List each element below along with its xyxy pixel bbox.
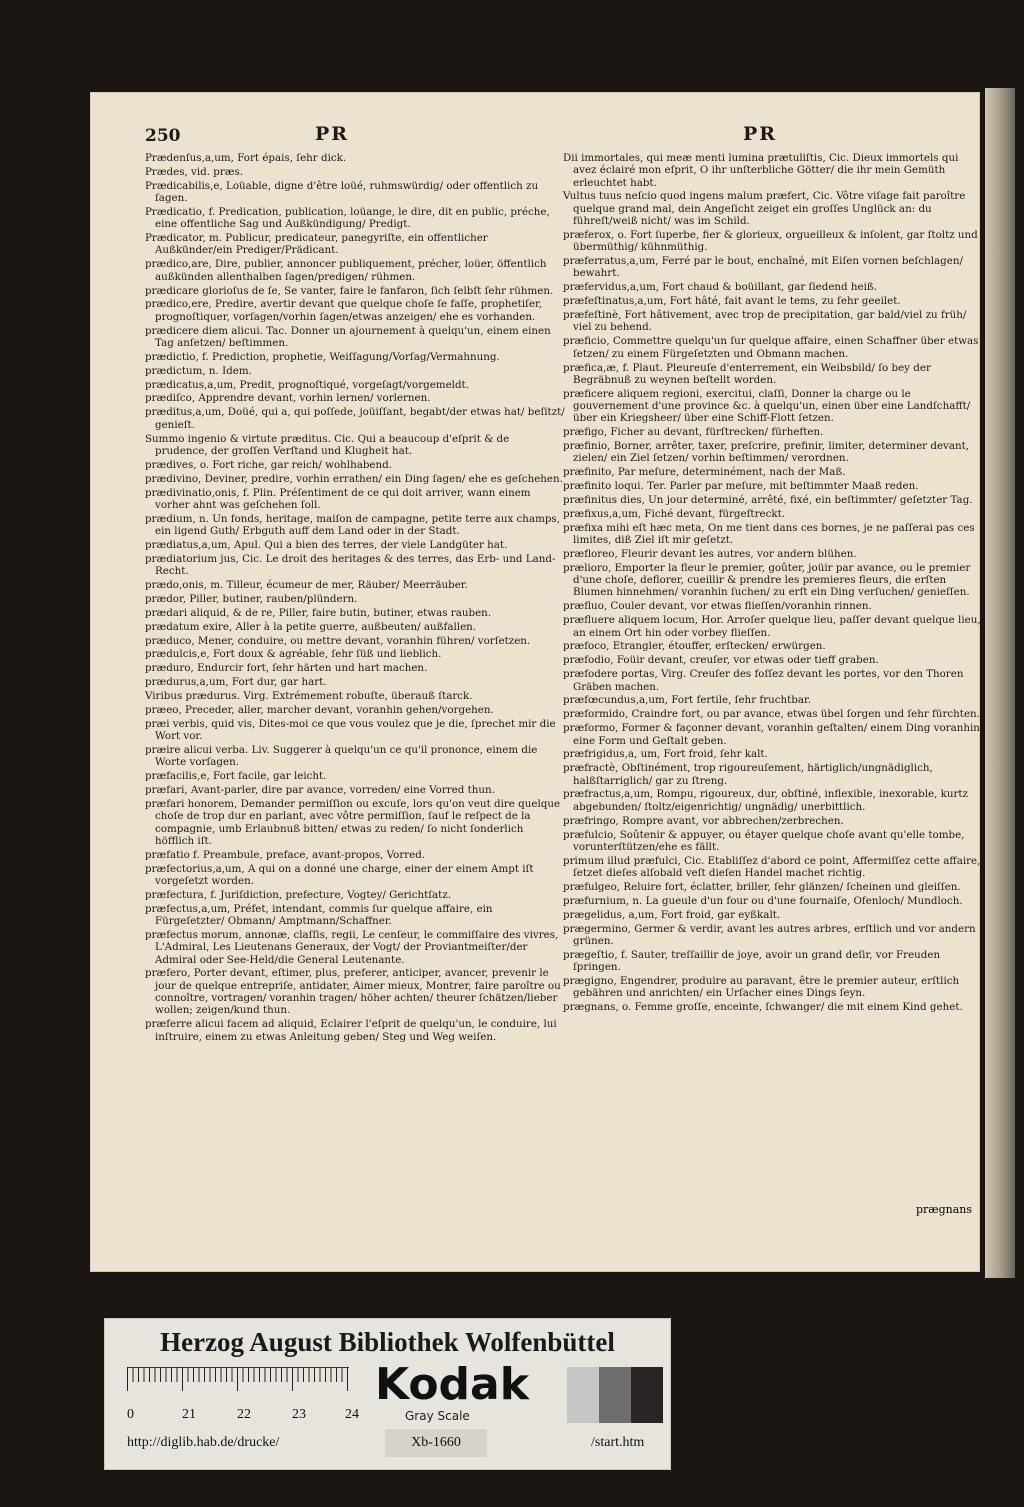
running-head-right: PR bbox=[743, 123, 778, 145]
dictionary-entry: prædicere diem alicui. Tac. Donner un ajournement à quelqu'un, einem einen Tag anſetzen/ beſtimmen. bbox=[145, 324, 551, 349]
dictionary-entry: Summo ingenio & virtute præditus. Cic. Qui a beaucoup d'eſprit & de prudence, der groſſen Verſtand und Klugheit hat. bbox=[145, 432, 510, 457]
dictionary-entry: præfeſtinè, Fort hâtivement, avec trop de precipitation, gar bald/viel zu früh/ viel zu behend. bbox=[563, 309, 967, 334]
dictionary-entry: Prædicatio, f. Predication, publication, loüange, le dire, dit en public, préche, eine offentliche Sag und Außkündigung/ Predigt. bbox=[145, 205, 550, 231]
dictionary-entry: præfurnium, n. La gueule d'un four ou d'une fournaiſe, Ofenloch/ Mundloch. bbox=[563, 894, 963, 907]
ruler-number: 21 bbox=[182, 1407, 196, 1422]
dictionary-entry: præfinito loqui. Ter. Parler par meſure, mit beſtimmter Maaß reden. bbox=[563, 480, 919, 493]
dictionary-entry: prædicatus,a,um, Predit, prognoſtiqué, vorgeſagt/vorgemeldt. bbox=[145, 378, 469, 391]
gray-patch-light bbox=[567, 1367, 599, 1423]
library-title: Herzog August Bibliothek Wolfenbüttel bbox=[160, 1327, 615, 1357]
dictionary-entry: præduco, Mener, conduire, ou mettre devant, voranhin führen/ vorſetzen. bbox=[145, 634, 531, 647]
dictionary-entry: prægelidus, a,um, Fort froid, gar eyßkalt. bbox=[563, 908, 781, 921]
dictionary-entry: præficio, Commettre quelqu'un ſur quelque affaire, einen Schaffner über etwas ſetzen/ zu einem Fürgeſetzten und Obmann machen. bbox=[563, 335, 979, 360]
right-entries bbox=[563, 152, 983, 1015]
dictionary-entry: præfixa mihi eſt hæc meta, On me tient dans ces bornes, je ne paſſerai pas ces limites, diß Ziel iſt mir geſetzt. bbox=[563, 521, 975, 547]
dictionary-entry: primum illud præfulci, Cic. Etabliſſez d'abord ce point, Affermiſſez cette affaire, ſetzet dieſes alſobald veſt dieſen Handel machet richtig. bbox=[563, 854, 981, 880]
dictionary-entry: præfulgeo, Reluire fort, éclatter, briller, ſehr glänzen/ ſcheinen und gleiſſen. bbox=[563, 880, 961, 893]
dictionary-entry: præfero, Porter devant, eſtimer, plus, preferer, anticiper, avancer, prevenir le jour de quelque entrepriſe, antidater, Aimer mieux, Montrer, faire paroître ou connoître, vortragen/ voranhin tragen/ höher achten/ theurer ſchätzen/lieber wollen; zeigen/kund thun. bbox=[145, 967, 561, 1017]
dictionary-entry: præfinitus dies, Un jour determiné, arrêté, fixé, ein beſtimmter/ geſetzter Tag. bbox=[563, 494, 973, 507]
dictionary-entry: Vultus tuus neſcio quod ingens malum præfert, Cic. Vôtre viſage fait paroître quelque grand mal, dein Angeſicht zeiget ein groſſes Unglück an: du führeſt/weiß nicht/ was im Schild. bbox=[563, 190, 966, 228]
dictionary-entry: prædicare glorioſus de ſe, Se vanter, faire le fanfaron, ſich ſelbſt ſehr rühmen. bbox=[145, 284, 554, 297]
gray-scale-label: Gray Scale bbox=[405, 1409, 470, 1423]
dictionary-entry: præfrigidus,a, um, Fort froid, ſehr kalt. bbox=[563, 748, 768, 761]
dictionary-entry: præfloreo, Fleurir devant les autres, vor andern blühen. bbox=[563, 548, 857, 560]
dictionary-entry: prædurus,a,um, Fort dur, gar hart. bbox=[145, 676, 327, 689]
dictionary-entry: prædor, Piller, butiner, rauben/plündern. bbox=[145, 592, 358, 605]
dictionary-entry: præfica,æ, f. Plaut. Pleureuſe d'enterrement, ein Weibsbild/ ſo bey der Begräbnuß zu weynen beſtellt worden. bbox=[563, 361, 931, 386]
dictionary-entry: præfectus morum, annonæ, claſſis, regii, Le cenſeur, le commiſſaire des vivres, L'Admiral, Les Lieutenans Generaux, der Vogt/ der Proviantmeiſter/der Admiral oder See-Held/die General Leutenante. bbox=[145, 928, 559, 966]
dictionary-entry: præfacilis,e, Fort facile, gar leicht. bbox=[145, 770, 327, 783]
dictionary-entry: præire alicui verba. Liv. Suggerer à quelqu'un ce qu'il prononce, einem die Worte vorſagen. bbox=[145, 744, 538, 769]
dictionary-entry: præfari, Avant-parler, dire par avance, vorreden/ eine Vorred thun. bbox=[145, 784, 495, 797]
dictionary-entry: præfractus,a,um, Rompu, rigoureux, dur, obſtiné, inflexible, inexorable, kurtz abgebunden/ ſtoltz/eigenrichtig/ ungnädig/ unerbittlich. bbox=[563, 788, 968, 813]
dictionary-entry: præficere aliquem regioni, exercitui, claſſi, Donner la charge ou le gouvernement d'une province &c. à quelqu'un, einen über eine Landſchafft/ über ein Kriegsheer/ über eine Schiff-Flott ſetzen. bbox=[563, 387, 971, 425]
dictionary-entry: prædium, n. Un fonds, heritage, maiſon de campagne, petite terre aux champs, ein ligend Guth/ Erbguth auff dem Land oder in der Stadt. bbox=[145, 512, 560, 537]
dictionary-entry: Viribus prædurus. Virg. Extrémement robuſte, überauß ſtarck. bbox=[145, 690, 473, 703]
dictionary-entry: prægnans, o. Femme groſſe, enceinte, ſchwanger/ die mit einem Kind gehet. bbox=[563, 1001, 963, 1014]
dictionary-entry: præfatio f. Preambule, preface, avant-propos, Vorred. bbox=[145, 848, 426, 861]
dictionary-entry: præfigo, Ficher au devant, fürſtrecken/ fürheften. bbox=[563, 426, 824, 439]
dictionary-entry: prædivinatio,onis, f. Plin. Préſentiment de ce qui doit arriver, wann einem vorher ahnt was geſchehen ſoll. bbox=[145, 486, 531, 511]
dictionary-entry: prædiatorium jus, Cic. Le droit des heritages & des terres, das Erb- und Land-Recht. bbox=[145, 552, 556, 578]
running-head-left: PR bbox=[315, 123, 350, 145]
dictionary-entry: Prædenſus,a,um, Fort épais, ſehr dick. bbox=[145, 152, 347, 164]
dictionary-entry: prædictum, n. Idem. bbox=[145, 364, 252, 377]
dictionary-entry: præfectura, f. Juriſdiction, prefecture, Vogtey/ Gerichtſatz. bbox=[145, 888, 452, 901]
dictionary-entry: præfinio, Borner, arrêter, taxer, preſcrire, prefinir, limiter, determiner devant, zielen/ ein Ziel ſetzen/ vorhin beſtimmen/ verordnen. bbox=[563, 440, 970, 465]
dictionary-entry: præfectus,a,um, Préfet, intendant, commis ſur quelque affaire, ein Fürgeſetzter/ Obmann/ Amptmann/Schaffner. bbox=[145, 902, 493, 928]
gray-patch-mid bbox=[599, 1367, 631, 1423]
dictionary-entry: præfodio, Foüir devant, creuſer, vor etwas oder tieff graben. bbox=[563, 654, 879, 667]
dictionary-entry: præfractè, Obſtinément, trop rigoureuſement, härtiglich/ungnädiglich, halßſtarriglich/ gar zu ſtreng. bbox=[563, 762, 933, 787]
gray-patch-dark bbox=[631, 1367, 663, 1423]
dictionary-entry: præi verbis, quid vis, Dites-moi ce que vous voulez que je die, ſprechet mir die Wort vor. bbox=[145, 717, 556, 743]
dictionary-entry: prægigno, Engendrer, produire au paravant, être le premier auteur, erſtlich gebähren und anrichten/ ein Urſacher eines Dings ſeyn. bbox=[563, 974, 960, 1000]
dictionary-entry: prædivino, Deviner, predire, vorhin errathen/ ein Ding ſagen/ ehe es geſchehen. bbox=[145, 472, 563, 485]
dictionary-entry: præfodere portas, Virg. Creuſer des foſſez devant les portes, vor den Thoren Gräben machen. bbox=[563, 668, 964, 693]
dictionary-entry: præfinito, Par meſure, determinément, nach der Maß. bbox=[563, 466, 846, 479]
url-left: http://diglib.hab.de/drucke/ bbox=[127, 1435, 280, 1450]
dictionary-entry: Prædicator, m. Publicur, predicateur, panegyriſte, ein offentlicher Außkünder/ein Prediger/Prädicant. bbox=[145, 232, 488, 257]
dictionary-entry: præfoco, Etrangler, étouffer, erſtecken/ erwürgen. bbox=[563, 640, 826, 653]
dictionary-entry: prægeſtio, f. Sauter, treſſaillir de joye, avoir un grand deſir, vor Freuden ſpringen. bbox=[563, 948, 941, 974]
page-number: 250 bbox=[145, 126, 181, 146]
dictionary-entry: prædari aliquid, & de re, Piller, faire butin, butiner, etwas rauben. bbox=[145, 606, 492, 619]
dictionary-entry: Prædes, vid. præs. bbox=[145, 165, 244, 178]
left-entries bbox=[145, 152, 565, 1044]
catchword: prægnans bbox=[915, 1203, 972, 1216]
dictionary-entry: præfari honorem, Demander permiſſion ou excuſe, lors qu'on veut dire quelque choſe de trop dur en parlant, avec vôtre permiſſion, ſauf le reſpect de la compagnie, umb Erlaubnuß bitten/ etwas zu reden/ ſo nicht ſonderlich höfflich iſt. bbox=[145, 798, 561, 847]
dictionary-entry: prædiatus,a,um, Apul. Qui a bien des terres, der viele Landgüter hat. bbox=[145, 538, 508, 551]
dictionary-entry: præeo, Preceder, aller, marcher devant, voranhin gehen/vorgehen. bbox=[145, 703, 494, 716]
dictionary-entry: prædico,are, Dire, publier, annoncer publiquement, précher, loüer, öffentlich außkünden allenthalben ſagen/predigen/ rühmen. bbox=[145, 258, 547, 283]
dictionary-entry: præfervidus,a,um, Fort chaud & boüillant, gar ſiedend heiß. bbox=[563, 281, 878, 294]
dictionary-entry: præferre alicui facem ad aliquid, Eclairer l'eſprit de quelqu'un, le conduire, lui inſtruire, einem zu etwas Anleitung geben/ Steg und Weg weiſen. bbox=[145, 1018, 557, 1043]
dictionary-entry: prædulcis,e, Fort doux & agréable, ſehr ſüß und lieblich. bbox=[145, 648, 442, 661]
dictionary-entry: prædiſco, Apprendre devant, vorhin lernen/ vorlernen. bbox=[145, 392, 431, 405]
dictionary-entry: præduro, Endurcir fort, ſehr härten und hart machen. bbox=[145, 662, 428, 675]
kodak-logo: Kodak bbox=[375, 1359, 529, 1410]
page-edge bbox=[985, 88, 1015, 1278]
dictionary-entry: præformo, Former & façonner devant, voranhin geſtalten/ einem Ding voranhin eine Form und Geſtalt geben. bbox=[563, 722, 980, 747]
dictionary-entry: prælioro, Emporter la fleur le premier, goûter, joüir par avance, ou le premier d'une choſe, deflorer, cueillir & prendre les premieres fleurs, die erſten Blumen hinnehmen/ voranhin ſuchen/ zu erſt ein Ding verſuchen/ genieſſen. bbox=[563, 561, 971, 599]
dictionary-entry: prædo,onis, m. Tilleur, écumeur de mer, Räuber/ Meerräuber. bbox=[145, 578, 468, 591]
dictionary-entry: prædictio, f. Prediction, prophetie, Weiſſagung/Vorſag/Vermahnung. bbox=[145, 350, 500, 363]
dictionary-entry: præfringo, Rompre avant, vor abbrechen/zerbrechen. bbox=[563, 814, 844, 827]
dictionary-entry: prædico,ere, Predire, avertir devant que quelque choſe ſe faſſe, prophetiſer, prognoſtiquer, vorſagen/vorhin ſagen/etwas anzeigen/ ehe es vorhanden. bbox=[145, 298, 543, 323]
dictionary-entry: prædatum exire, Aller à la petite guerre, außbeuten/ außfallen. bbox=[145, 620, 477, 633]
dictionary-entry: præformido, Craindre fort, ou par avance, etwas übel ſorgen und ſehr fürchten. bbox=[563, 708, 980, 721]
dictionary-entry: præfœcundus,a,um, Fort fertile, ſehr fruchtbar. bbox=[563, 694, 812, 707]
dictionary-entry: præfeſtinatus,a,um, Fort hâté, fait avant le tems, zu ſehr geeilet. bbox=[563, 295, 901, 308]
dictionary-entry: prægermino, Germer & verdir, avant les autres arbres, erſtlich und vor andern grünen. bbox=[563, 922, 976, 947]
dictionary-entry: Prædicabilis,e, Loüable, digne d'être loüé, ruhmswürdig/ oder offentlich zu ſagen. bbox=[145, 179, 539, 205]
dictionary-entry: prædives, o. Fort riche, gar reich/ wohlhabend. bbox=[145, 458, 393, 471]
ruler-number: 22 bbox=[237, 1407, 251, 1422]
book-page bbox=[90, 92, 980, 1272]
dictionary-entry: præfixus,a,um, Fiché devant, fürgeſtreckt. bbox=[563, 507, 786, 520]
ruler-number: 24 bbox=[345, 1407, 359, 1422]
dictionary-entry: præditus,a,um, Doüé, qui a, qui poſſede, joüiſſant, begabt/der etwas hat/ beſitzt/ genieſt. bbox=[145, 406, 565, 431]
ruler-number: 0 bbox=[127, 1407, 134, 1422]
ruler-number: 23 bbox=[292, 1407, 306, 1422]
dictionary-entry: præfulcio, Soûtenir & appuyer, ou étayer quelque choſe avant qu'elle tombe, vorunterſtützen/ehe es fällt. bbox=[563, 828, 965, 853]
dictionary-entry: præfluo, Couler devant, vor etwas flieſſen/voranhin rinnen. bbox=[563, 600, 872, 613]
dictionary-entry: præfluere aliquem locum, Hor. Arroſer quelque lieu, paſſer devant quelque lieu, an einem Ort hin oder vorbey flieſſen. bbox=[563, 614, 981, 639]
dictionary-entry: præferox, o. Fort ſuperbe, fier & glorieux, orgueilleux & inſolent, gar ſtoltz und übermüthig/ kühnmüthig. bbox=[563, 228, 978, 254]
dictionary-entry: præfectorius,a,um, A qui on a donné une charge, einer der einem Ampt iſt vorgeſetzt worden. bbox=[145, 862, 534, 887]
shelfmark: Xb-1660 bbox=[385, 1429, 487, 1457]
dictionary-entry: præferratus,a,um, Ferré par le bout, enchaîné, mit Eiſen vornen beſchlagen/ bewahrt. bbox=[563, 255, 963, 280]
color-target bbox=[104, 1318, 671, 1470]
url-right: /start.htm bbox=[591, 1435, 645, 1450]
ruler-major-ticks bbox=[127, 1367, 349, 1391]
dictionary-entry: Dii immortales, qui meæ menti lumina prætuliſtis, Cic. Dieux immortels qui avez éclairé mon eſprit, O ihr unſterbliche Götter/ die ihr mein Gemüth erleuchtet habt. bbox=[563, 152, 959, 189]
